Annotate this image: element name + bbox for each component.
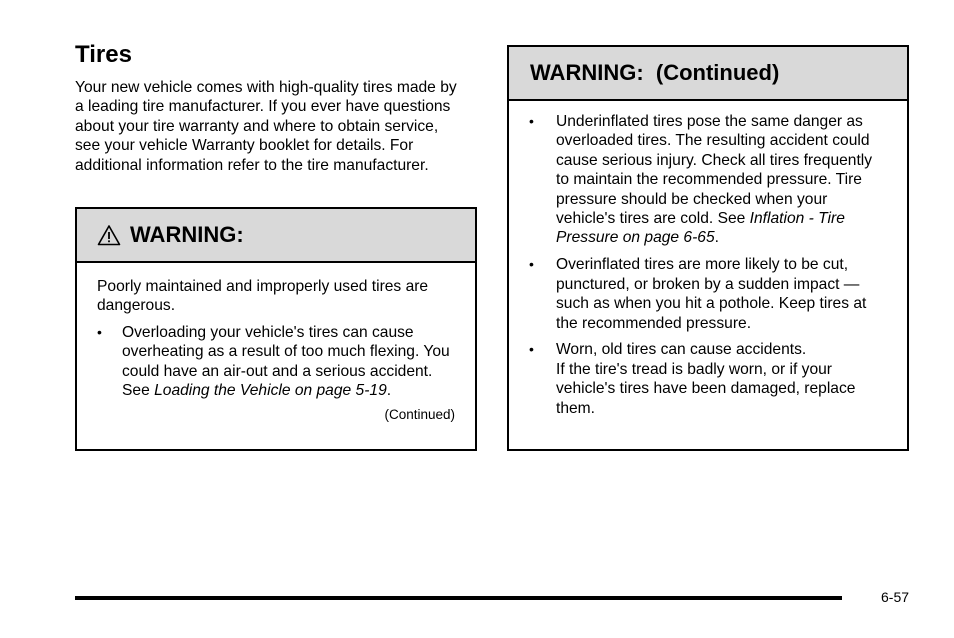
warning-triangle-icon (97, 224, 121, 246)
bullet-end: . (714, 229, 719, 247)
warning-bullet-worn-tires (529, 340, 887, 418)
tires-section (75, 40, 477, 175)
page-number: 6-57 (881, 589, 910, 605)
warning-intro: Poorly maintained and improperly used tires are dangerous. (97, 278, 429, 315)
bullet-end: . (386, 382, 392, 400)
bullet-text-line1: Worn, old tires can cause accidents. (556, 341, 807, 359)
warning-continued-heading: WARNING: (Continued) (530, 60, 780, 85)
warning-box (75, 207, 477, 451)
warning-header (77, 209, 475, 263)
bullet-text-line2: If the tire's tread is badly worn, or if your vehicle's tires have been damaged, replace them. (556, 360, 856, 417)
warning-continued-body (509, 101, 907, 418)
bullet-text: Underinflated tires pose the same danger as overloaded tires. The resulting accident could cause serious injury. Check all tires frequently to maintain the recommended pressure. Tire pressure should be checked when your vehicle's tires are cold. See (556, 113, 873, 228)
section-intro: Your new vehicle comes with high-quality tires made by a leading tire manufacturer. If you ever have questions about your tire warranty and where to obtain service, see your vehicle Warranty booklet for details. For additional information refer to the tire manufacturer. (75, 79, 457, 174)
warning-bullet-underinflated (529, 112, 887, 248)
warning-continued-bullet-list (529, 112, 887, 418)
cross-reference-link[interactable]: Inflation - Tire Pressure on page 6-65 (556, 210, 845, 247)
bullet-text: Overinflated tires are more likely to be cut, punctured, or broken by a sudden impact — such as when you hit a pothole. Keep tires at the recommended pressure. (556, 256, 867, 332)
footer-rule (75, 596, 842, 600)
warning-bullet-overloading (97, 323, 455, 401)
continued-label: (Continued) (384, 407, 455, 423)
warning-bullet-list (97, 323, 455, 401)
warning-heading: WARNING: (130, 222, 244, 247)
warning-continued-header (509, 47, 907, 101)
warning-body (77, 263, 475, 425)
bullet-text: Overloading your vehicle's tires can cause overheating as a result of too much flexing. You could have an air-out and a serious accident. See (122, 323, 450, 400)
section-title: Tires (75, 41, 132, 68)
cross-reference-link[interactable]: Loading the Vehicle on page 5-19 (154, 382, 387, 400)
warning-continued-box (507, 45, 909, 451)
warning-bullet-overinflated (529, 255, 887, 333)
